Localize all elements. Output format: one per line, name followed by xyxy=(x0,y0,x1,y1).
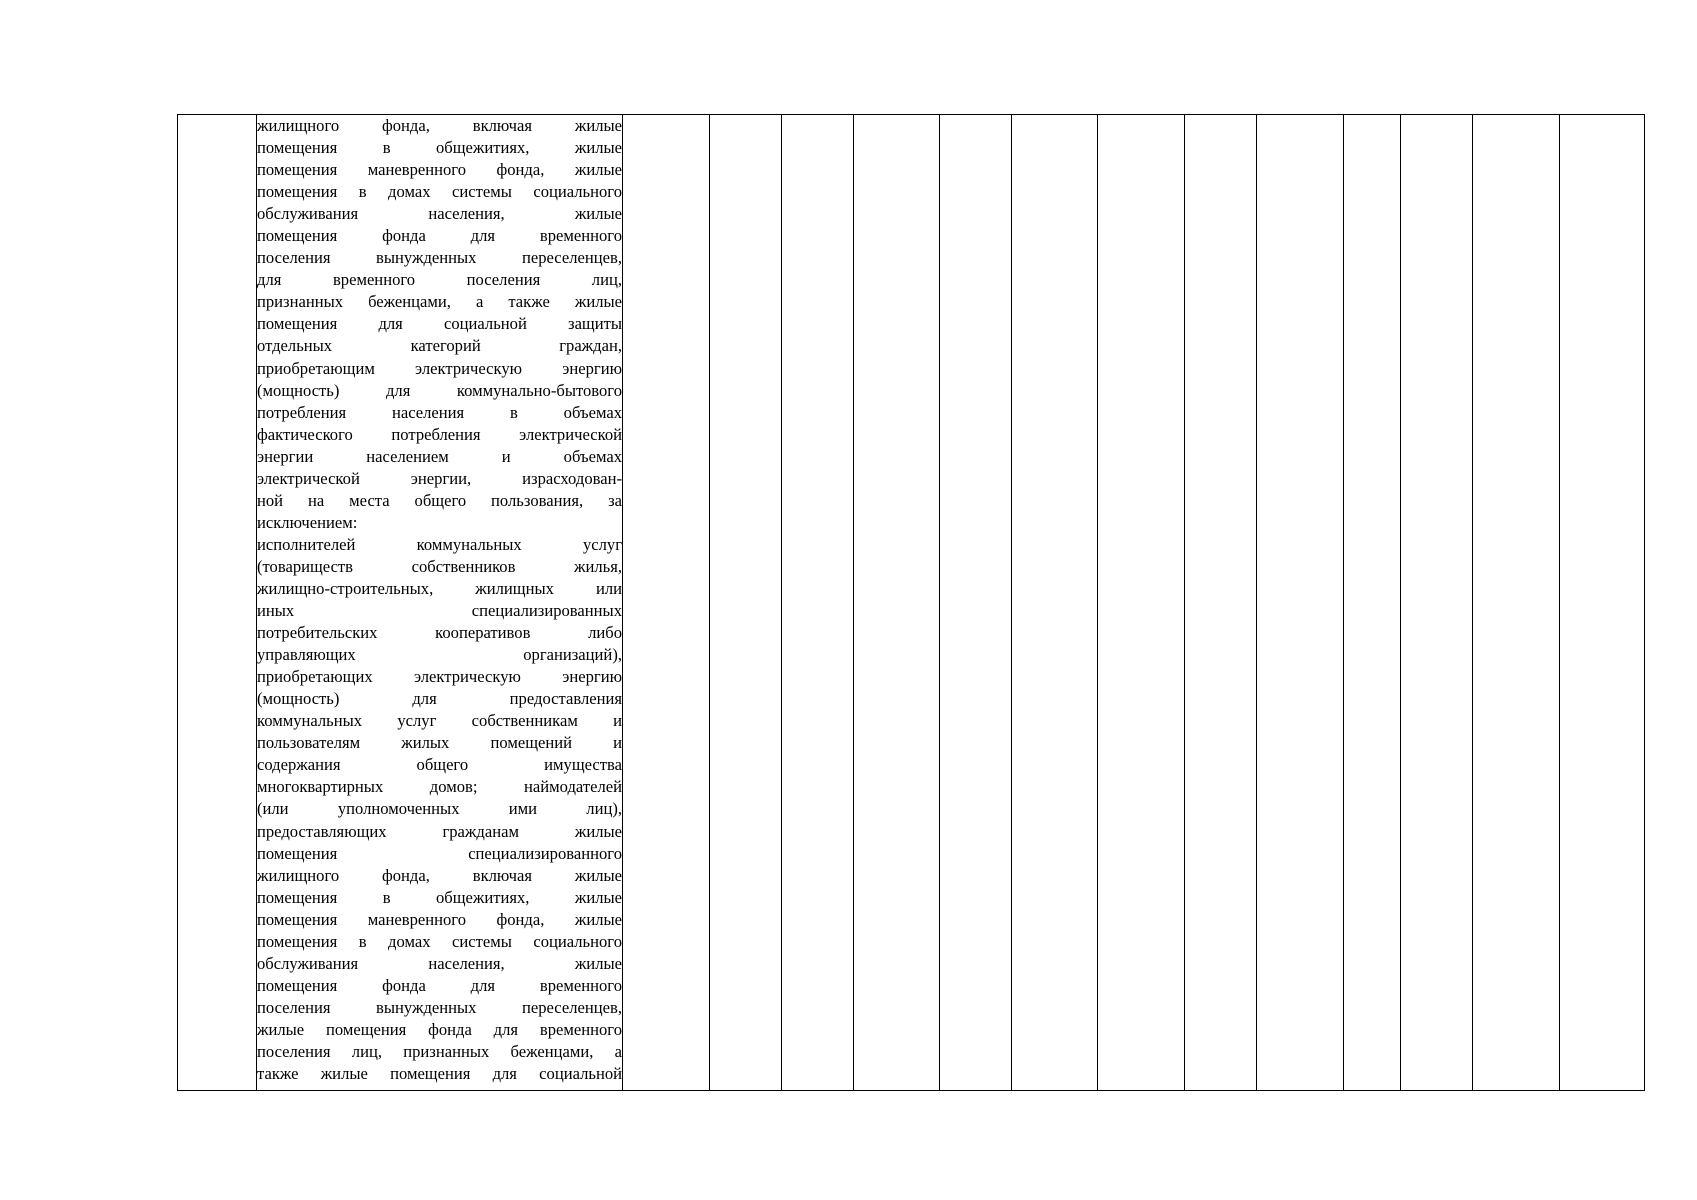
text-line: жилищного фонда, включая жилые xyxy=(257,116,622,135)
text-line: ной на места общего пользования, за xyxy=(257,490,622,510)
text-line: обслуживания населения, жилые xyxy=(257,953,622,973)
value-cell-4 xyxy=(854,115,940,1091)
text-line: поселения вынужденных переселенцев, xyxy=(257,248,622,268)
text-line: признанных беженцами, а также жилые xyxy=(257,292,622,312)
text-line: потребления населения в объемах xyxy=(257,402,622,422)
text-line: приобретающим электрическую энергию xyxy=(257,358,622,378)
value-cell-1 xyxy=(623,115,710,1091)
text-line: поселения лиц, признанных беженцами, а xyxy=(257,1041,622,1061)
text-line: управляющих организаций), xyxy=(257,645,622,665)
text-line: жилые помещения фонда для временного xyxy=(257,1019,622,1039)
text-line: жилищного фонда, включая жилые xyxy=(257,865,622,885)
value-cell-2 xyxy=(710,115,782,1091)
tariff-table xyxy=(177,114,1645,1091)
text-line: пользователям жилых помещений и xyxy=(257,733,622,753)
text-line: помещения в общежитиях, жилые xyxy=(257,138,622,158)
description-cell xyxy=(257,115,623,1091)
text-line: (товариществ собственников жилья, xyxy=(257,556,622,576)
text-line: поселения вынужденных переселенцев, xyxy=(257,997,622,1017)
description-text xyxy=(257,115,622,1085)
value-cell-13 xyxy=(1560,115,1645,1091)
value-cell-5 xyxy=(940,115,1012,1091)
text-line: помещения фонда для временного xyxy=(257,226,622,246)
table-row xyxy=(178,115,1645,1091)
text-line: обслуживания населения, жилые xyxy=(257,204,622,224)
text-line: исполнителей коммунальных услуг xyxy=(257,534,622,554)
text-line: энергии населением и объемах xyxy=(257,446,622,466)
text-line: предоставляющих гражданам жилые xyxy=(257,821,622,841)
text-line: помещения фонда для временного xyxy=(257,975,622,995)
text-line: также жилые помещения для социальной xyxy=(257,1064,622,1084)
text-line: иных специализированных xyxy=(257,601,622,621)
text-line: многоквартирных домов; наймодателей xyxy=(257,777,622,797)
value-cell-3 xyxy=(782,115,854,1091)
text-line: потребительских кооперативов либо xyxy=(257,623,622,643)
value-cell-11 xyxy=(1401,115,1473,1091)
text-line: (мощность) для коммунально-бытового xyxy=(257,380,622,400)
value-cell-6 xyxy=(1012,115,1098,1091)
text-line: помещения для социальной защиты xyxy=(257,314,622,334)
text-line: (или уполномоченных ими лиц), xyxy=(257,799,622,819)
text-line: помещения в домах системы социального xyxy=(257,182,622,202)
text-line: помещения в общежитиях, жилые xyxy=(257,887,622,907)
text-line: отдельных категорий граждан, xyxy=(257,336,622,356)
value-cell-10 xyxy=(1344,115,1401,1091)
value-cell-9 xyxy=(1257,115,1344,1091)
text-line: фактического потребления электрической xyxy=(257,424,622,444)
value-cell-12 xyxy=(1473,115,1560,1091)
row-number-cell xyxy=(178,115,257,1091)
text-line: помещения специализированного xyxy=(257,843,622,863)
value-cell-8 xyxy=(1185,115,1257,1091)
text-line: помещения маневренного фонда, жилые xyxy=(257,160,622,180)
text-line: для временного поселения лиц, xyxy=(257,270,622,290)
text-line: приобретающих электрическую энергию xyxy=(257,667,622,687)
text-line: жилищно-строительных, жилищных или xyxy=(257,578,622,598)
text-line: электрической энергии, израсходован- xyxy=(257,468,622,488)
text-line: исключением: xyxy=(257,512,358,532)
text-line: помещения маневренного фонда, жилые xyxy=(257,909,622,929)
text-line: помещения в домах системы социального xyxy=(257,931,622,951)
text-line: (мощность) для предоставления xyxy=(257,689,622,709)
text-line: коммунальных услуг собственникам и xyxy=(257,711,622,731)
value-cell-7 xyxy=(1098,115,1185,1091)
text-line: содержания общего имущества xyxy=(257,755,622,775)
